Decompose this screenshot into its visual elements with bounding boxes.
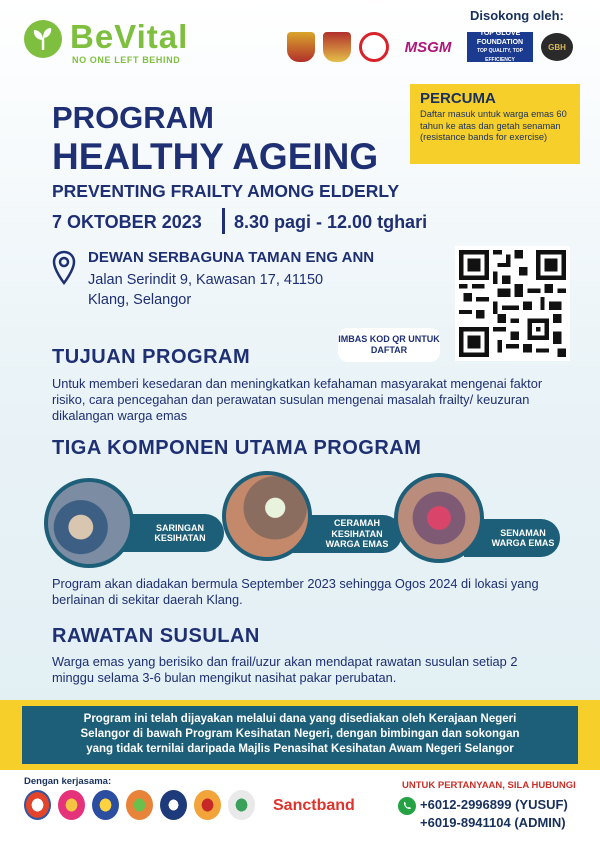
venue-address-1: Jalan Serindit 9, Kawasan 17, 41150 <box>88 272 324 288</box>
brand-tagline: NO ONE LEFT BEHIND <box>72 55 181 65</box>
topglove-sub: TOP QUALITY, TOP EFFICIENCY <box>477 48 523 63</box>
event-time: 8.30 pagi - 12.00 tghari <box>234 212 428 232</box>
partners-label: Dengan kerjasama: <box>24 776 112 787</box>
component-ceramah <box>222 471 402 561</box>
program-schedule-note: Program akan diadakan bermula September 2023 sehingga Ogos 2024 di lokasi yang berlainan di sekitar daerah Klang. <box>52 576 539 607</box>
component-label-line: KESIHATAN <box>154 533 206 543</box>
partner-logo-5 <box>160 790 187 820</box>
funding-line: Selangor di bawah Program Kesihatan Negeri, dengan bimbingan dan sokongan <box>80 728 520 740</box>
qr-label: IMBAS KOD QR UNTUK DAFTAR <box>338 328 440 362</box>
whatsapp-icon <box>398 797 416 815</box>
brand-name: BeVital <box>70 18 189 55</box>
sprout-icon <box>24 20 62 58</box>
qr-code-icon <box>459 250 566 357</box>
gbh-logo: GBH <box>541 33 573 61</box>
selangor-crest-icon <box>323 32 351 62</box>
funding-line: Program ini telah dijayakan melalui dana yang disediakan oleh Kerajaan Negeri <box>83 713 517 725</box>
date-separator <box>222 208 225 234</box>
free-box <box>410 84 580 164</box>
heading-rawatan: RAWATAN SUSULAN <box>52 625 260 647</box>
venue-address-2: Klang, Selangor <box>88 292 192 308</box>
component-saringan <box>44 478 224 568</box>
heading-komponen: TIGA KOMPONEN UTAMA PROGRAM <box>52 437 422 459</box>
component-label-line: WARGA EMAS <box>491 538 555 548</box>
component-label-line: CERAMAH <box>334 518 380 529</box>
venue-name: DEWAN SERBAGUNA TAMAN ENG ANN <box>88 249 375 266</box>
partner-logos <box>24 790 255 820</box>
supported-by-label: Disokong oleh: <box>470 8 564 23</box>
title-subtitle: PREVENTING FRAILTY AMONG ELDERLY <box>52 181 400 201</box>
title-healthy-ageing: HEALTHY AGEING <box>52 136 379 177</box>
funding-line: yang tidak ternilai daripada Majlis Penasihat Kesihatan Awam Negeri Selangor <box>86 743 514 755</box>
partner-logo-3 <box>92 790 119 820</box>
topglove-logo <box>467 32 533 62</box>
partner-logo-kenasih <box>228 790 255 820</box>
component-label-line: SENAMAN <box>500 527 546 538</box>
contact-label: UNTUK PERTANYAAN, SILA HUBUNGI <box>402 780 576 791</box>
topglove-text: TOP GLOVE FOUNDATION <box>476 30 524 46</box>
mbsa-logo-icon <box>359 32 389 62</box>
crest-icon <box>287 32 315 62</box>
title-program: PROGRAM <box>52 100 214 135</box>
component-label-line: WARGA EMAS <box>325 539 389 550</box>
talk-photo <box>222 471 312 561</box>
sanctband-logo: Sanctband <box>273 797 355 814</box>
partner-logo-6 <box>194 790 221 820</box>
qr-code[interactable] <box>455 246 570 361</box>
phone-yusuf[interactable]: +6012-2996899 (YUSUF) <box>420 797 568 812</box>
partner-logo-1 <box>24 790 51 820</box>
exercise-photo <box>394 473 484 563</box>
rawatan-text: Warga emas yang berisiko dan frail/uzur akan mendapat rawatan susulan setiap 2 minggu selama 3-6 bulan mengikut nasihat pakar perubatan. <box>52 654 518 685</box>
component-label-line: KESIHATAN <box>331 528 383 539</box>
free-title: PERCUMA <box>420 90 496 107</box>
location-pin-icon <box>52 250 76 286</box>
partner-logo-4 <box>126 790 153 820</box>
funding-text <box>22 706 578 764</box>
free-text: Daftar masuk untuk warga emas 60 tahun ke atas dan getah senaman (resistance bands for exercise) <box>420 109 567 142</box>
tujuan-text: Untuk memberi kesedaran dan meningkatkan kefahaman masyarakat mengenai faktor risiko, cara pencegahan dan perawatan susulan mengenai masalah frailty/ keuzuran dikalangan warga emas <box>52 376 543 423</box>
screening-photo <box>44 478 134 568</box>
sponsor-logos <box>287 30 573 64</box>
event-date: 7 OKTOBER 2023 <box>52 212 202 232</box>
phone-admin[interactable]: +6019-8941104 (ADMIN) <box>420 815 566 830</box>
bevital-logo <box>24 18 254 68</box>
partner-logo-pawe <box>58 790 85 820</box>
heading-tujuan: TUJUAN PROGRAM <box>52 346 251 368</box>
component-senaman <box>394 473 574 563</box>
msgm-logo: MSGM <box>404 38 452 56</box>
component-label-line: SARINGAN <box>155 522 204 533</box>
